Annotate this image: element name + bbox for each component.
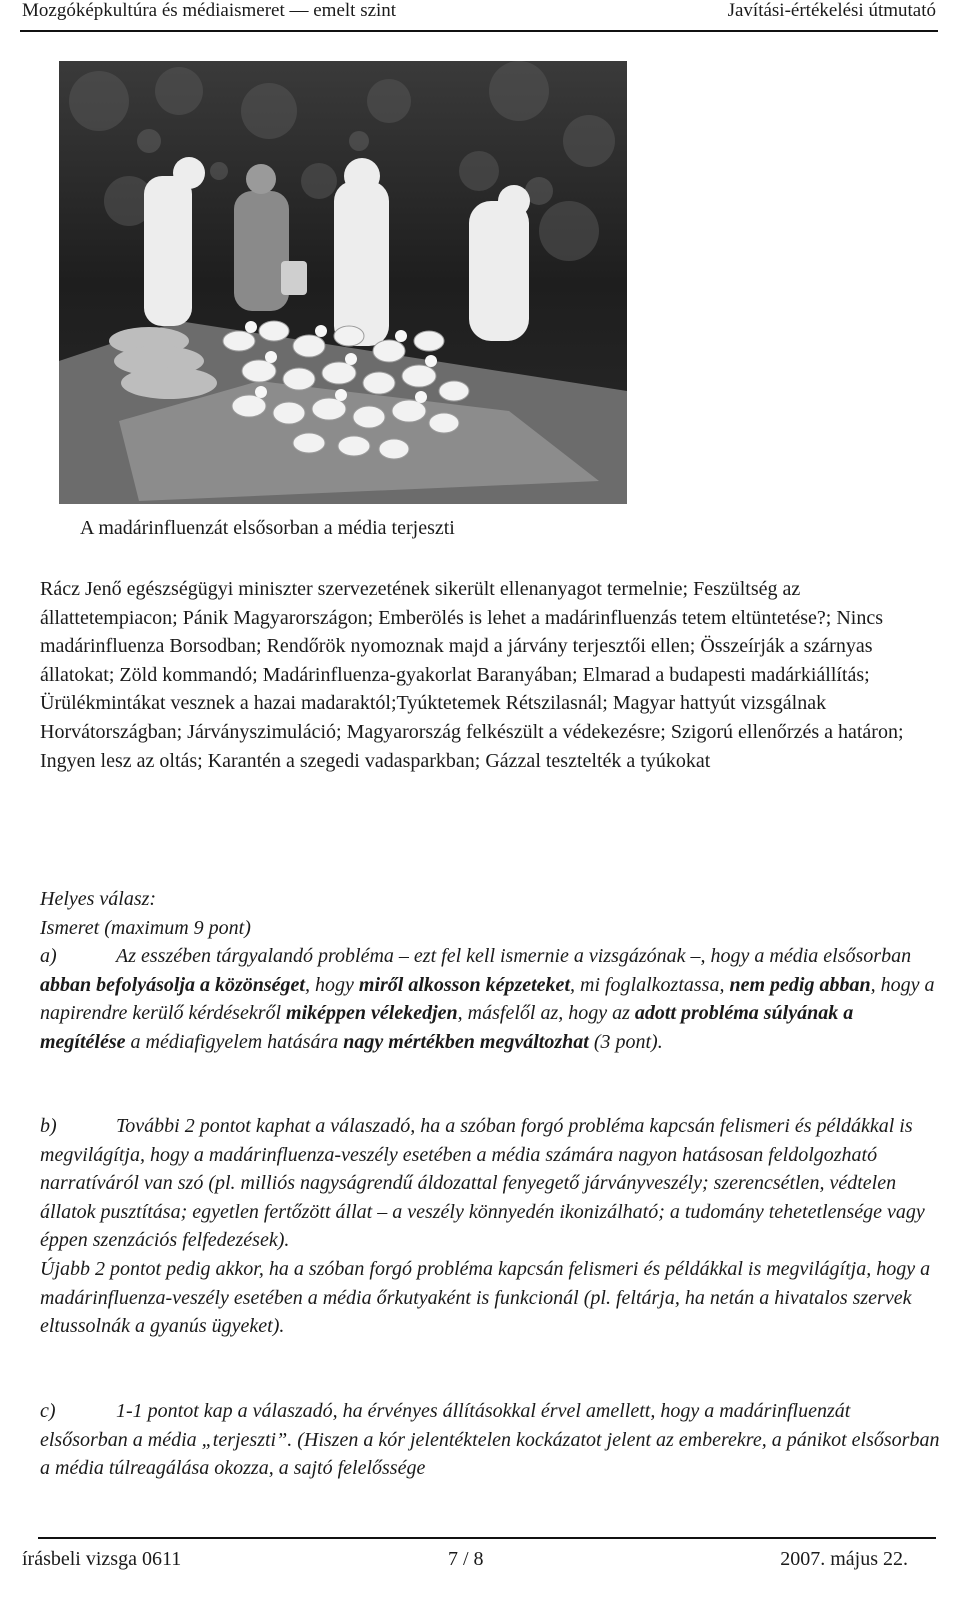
header-doc-type: Javítási-értékelési útmutató — [727, 0, 936, 21]
answer-part-a — [40, 942, 940, 1056]
bird-culling-photo — [59, 61, 627, 504]
part-a-emphasis: nagy mértékben megváltozhat — [343, 1030, 589, 1053]
part-c-text: 1-1 pontot kap a válaszadó, ha érvényes állításokkal érvel amellett, hogy a madárinfluenzát elsősorban a média „terjeszti”. (Hiszen a kór jelentéktelen kockázatot jelent az emberekre, a pánikot elsősorban a média túlreagálása okozza, a sajtó felelőssége — [40, 1400, 940, 1480]
part-b-text: További 2 pontot kaphat a válaszadó, ha a szóban forgó probléma kapcsán felismeri és példákkal is megvilágítja, hogy a madárinfluenza-veszély esetében a média számára nagyon hatásosan feldolgozható narratíváról van szó (pl. milliós nagyságrendű áldozattal fenyegető járványveszély; szerencsétlen, védtelen állatok pusztítása; egyetlen fertőzött állat – a veszély könnyedén ikonizálható; a tudomány tehetetlensége vagy éppen szenzációs felfedezések). — [40, 1115, 925, 1252]
headlines-paragraph: Rácz Jenő egészségügyi miniszter szervezetének sikerült ellenanyagot termelnie; Feszültség az állattetempiacon; Pánik Magyarországon; Emberölés is lehet a madárinfluenzás tetem eltüntetése?; Nincs madárinfluenza Borsodban; Rendőrök nyomoznak majd a járvány terjesztői ellen; Összeírják a szárnyas állatokat; Zöld kommandó; Madárinfluenza-gyakorlat Baranyában; Elmarad a budapesti madárkiállítás; Ürülékmintákat vesznek a hazai madaraktól;Tyúktetemek Rétszilasnál; Magyar hattyút vizsgálnak Horvátországban; Járványszimuláció; Magyarország felkészült a védekezésre; Szigorú ellenőrzés a határon; Ingyen lesz az oltás; Karantén a szegedi vadasparkban; Gázzal tesztelték a tyúkokat — [40, 578, 904, 772]
footer-page-number: 7 / 8 — [448, 1548, 484, 1570]
part-a-text: (3 pont). — [588, 1030, 663, 1053]
part-c-label: c) — [40, 1400, 56, 1422]
answer-heading-block — [40, 885, 940, 942]
part-a-emphasis: miképpen vélekedjen — [286, 1002, 458, 1025]
part-b-text-2: Újabb 2 pontot pedig akkor, ha a szóban forgó probléma kapcsán felismeri és példákkal is megvilágítja, hogy a madárinfluenza-veszély esetében a média őrkutyaként is funkcionál (pl. feltárja, ha netán a hivatalos szervek eltussolnák a gyanús ügyeket). — [40, 1257, 931, 1338]
part-a-text: , másfelől az, hogy az — [457, 1002, 635, 1025]
answer-part-b — [40, 1112, 940, 1341]
part-a-text: , hogy a napirendre kerülő kérdésekről — [40, 973, 935, 1025]
part-a-label: a) — [40, 945, 57, 967]
part-a-text: a médiafigyelem hatására — [125, 1030, 344, 1053]
footer-date: 2007. május 22. — [780, 1548, 908, 1570]
header-subject: Mozgóképkultúra és médiaismeret — emelt szint — [22, 0, 397, 21]
answer-part-c — [40, 1397, 940, 1483]
footer-exam-id: írásbeli vizsga 0611 — [22, 1548, 182, 1570]
part-a-text: , hogy — [305, 973, 359, 996]
photo-caption: A madárinfluenzát elsősorban a média terjeszti — [80, 517, 455, 539]
part-a-emphasis: nem pedig abban — [729, 973, 871, 996]
footer-divider — [38, 1537, 936, 1539]
part-b-label: b) — [40, 1115, 57, 1137]
part-a-emphasis: abban befolyásolja a közönséget — [40, 973, 305, 996]
answer-subtitle: Ismeret (maximum 9 pont) — [40, 916, 251, 939]
part-a-text: , mi foglalkoztassa, — [570, 973, 730, 996]
answer-title: Helyes válasz: — [40, 888, 157, 910]
part-a-emphasis: miről alkosson képzeteket — [358, 973, 570, 996]
header-divider — [20, 30, 938, 32]
part-a-text: Az esszében tárgyalandó probléma – ezt fel kell ismernie a vizsgázónak –, hogy a média elsősorban — [116, 945, 912, 967]
part-a-emphasis: adott probléma súlyának a megítélése — [40, 1002, 854, 1053]
